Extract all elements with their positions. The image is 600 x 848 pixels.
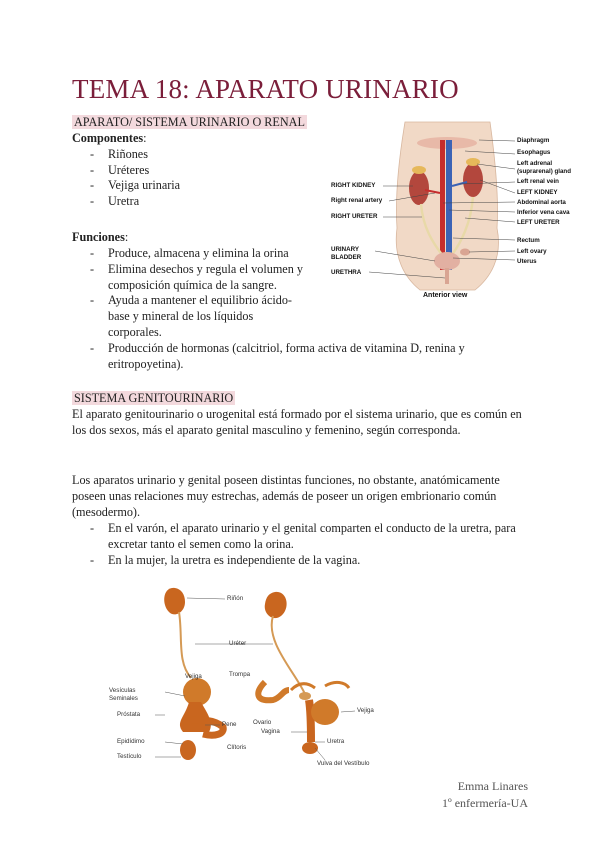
funciones-label: Funciones [72, 230, 125, 244]
genitourinary-figure [105, 582, 395, 772]
author-name: Emma Linares [457, 779, 528, 793]
label-left-kidney: LEFT KIDNEY [517, 189, 558, 196]
label-vulva-vestibulo: Vulva del Vestíbulo [317, 760, 370, 767]
figure-caption: Anterior view [423, 292, 468, 299]
label-ovario: Ovario [253, 719, 272, 726]
label-rinon: Riñón [227, 595, 244, 602]
label-vejiga-femenina: Vejiga [357, 707, 374, 714]
label-right-kidney: RIGHT KIDNEY [331, 182, 376, 189]
label-epididimo: Epidídimo [117, 738, 145, 745]
label-uretra: Uretra [327, 738, 345, 745]
label-testiculo: Testículo [117, 753, 142, 760]
genitourinario-paragraph-1: El aparato genitourinario o urogenital está formado por el sistema urinario, que es común en los dos sexos, más el aparato genital masculino y femenino, según corresponda. [72, 407, 522, 437]
label-urinary-bladder: URINARY BLADDER [331, 246, 362, 261]
list-item: - Elimina desechos y regula el volumen y composición química de la sangre. [72, 262, 328, 294]
urinary-anatomy-figure [325, 118, 571, 308]
label-vejiga-masculina: Vejiga [185, 673, 202, 680]
componentes-list [72, 147, 322, 210]
label-vagina: Vagina [261, 728, 280, 735]
section-heading-genitourinario: SISTEMA GENITOURINARIO [74, 391, 234, 405]
footer [442, 778, 528, 812]
label-esophagus: Esophagus [517, 149, 551, 156]
list-item: - Uretra [72, 194, 322, 210]
list-item: - Producción de hormonas (calcitriol, forma activa de vitamina D, renina y eritropoyetina). [72, 341, 502, 373]
label-left-renal-vein: Left renal vein [517, 178, 559, 185]
genitourinario-list [72, 521, 524, 568]
list-item: - Riñones [72, 147, 322, 163]
label-ureter: Uréter [229, 640, 247, 647]
author-course: 1º enfermería-UA [441, 796, 528, 810]
list-item: - Ayuda a mantener el equilibrio ácido-base y mineral de los líquidos corporales. [72, 293, 328, 340]
componentes-block: Componentes: - Riñones - Uréteres - Vejiga urinaria - Uretra [72, 131, 322, 210]
label-right-ureter: RIGHT URETER [331, 213, 378, 220]
label-left-ovary: Left ovary [517, 248, 547, 255]
componentes-label: Componentes [72, 131, 144, 145]
label-right-renal-artery: Right renal artery [331, 197, 383, 204]
label-rectum: Rectum [517, 237, 540, 244]
label-uterus: Uterus [517, 258, 537, 265]
label-trompa: Trompa [229, 671, 251, 678]
label-clitoris: Clítoris [227, 744, 247, 751]
label-abdominal-aorta: Abdominal aorta [517, 199, 566, 206]
list-item: - En la mujer, la uretra es independiente de la vagina. [72, 553, 524, 569]
list-item: - En el varón, el aparato urinario y el genital comparten el conducto de la uretra, para excretar tanto el semen como la orina. [72, 521, 524, 553]
label-vesiculas-seminales: Vesículas Seminales [109, 687, 138, 702]
funciones-list-a [72, 246, 328, 341]
label-prostata: Próstata [117, 711, 141, 718]
funciones-label-row: Funciones: [72, 230, 129, 244]
label-pene: Pene [222, 721, 237, 728]
label-left-ureter: LEFT URETER [517, 219, 560, 226]
label-inferior-vena-cava: Inferior vena cava [517, 209, 570, 216]
funciones-list-b [72, 341, 502, 373]
genitourinario-paragraph-2: Los aparatos urinario y genital poseen distintas funciones, no obstante, anatómicamente poseen unas relaciones muy estrechas, además de poseer un origen embrionario común (mesodermo). [72, 473, 500, 519]
list-item: - Vejiga urinaria [72, 178, 322, 194]
section-heading-urinario: APARATO/ SISTEMA URINARIO O RENAL [74, 115, 305, 129]
page-title: TEMA 18: APARATO URINARIO [72, 74, 459, 104]
list-item: - Produce, almacena y elimina la orina [72, 246, 328, 262]
label-diaphragm: Diaphragm [517, 137, 550, 144]
label-urethra: URETHRA [331, 269, 362, 276]
label-left-adrenal: Left adrenal (suprarenal) gland [517, 160, 571, 175]
list-item: - Uréteres [72, 163, 322, 179]
